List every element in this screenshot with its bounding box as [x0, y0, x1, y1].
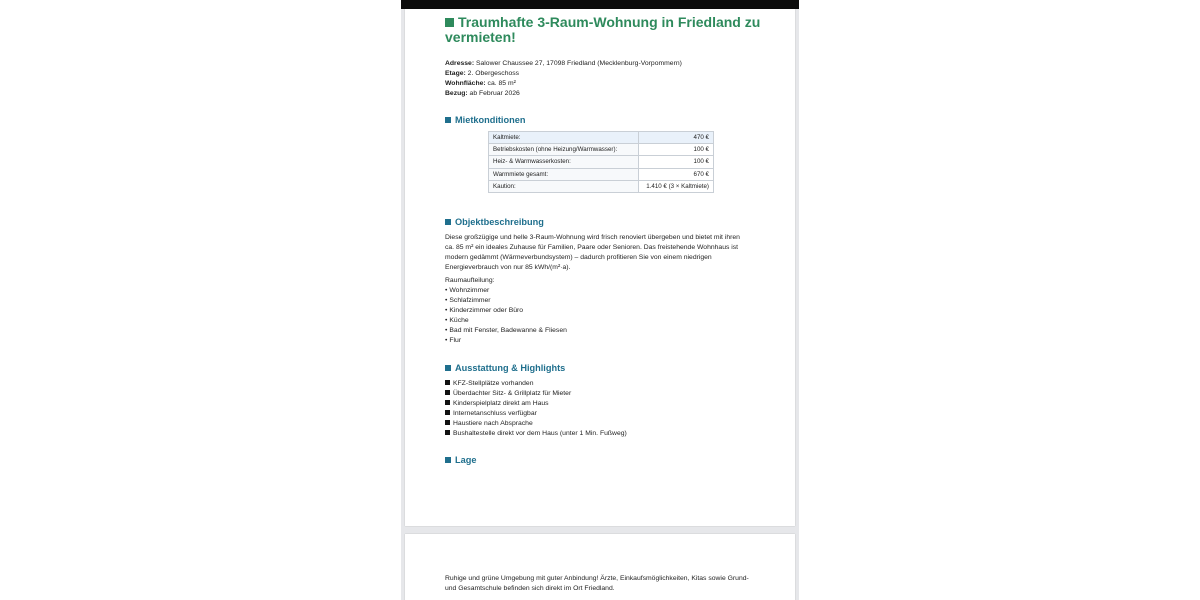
- list-item-text: Internetanschluss verfügbar: [453, 410, 537, 417]
- heading-mietkonditionen: [445, 115, 525, 126]
- features-list: [445, 379, 627, 439]
- detail-value: ab Februar 2026: [469, 90, 520, 97]
- black-square-bullet-icon: [445, 410, 450, 415]
- rooms-list: [445, 286, 567, 346]
- table-cell-label: Kaution:: [489, 180, 639, 192]
- blue-square-icon: [445, 219, 451, 225]
- list-item: [445, 419, 627, 429]
- black-square-bullet-icon: [445, 380, 450, 385]
- heading-lage: [445, 455, 476, 466]
- list-item: [445, 336, 567, 346]
- detail-label: Adresse:: [445, 60, 475, 67]
- heading-text: Objektbeschreibung: [455, 217, 544, 227]
- bullet-icon: •: [445, 327, 448, 334]
- detail-value: ca. 85 m²: [487, 80, 516, 87]
- list-item-text: Flur: [449, 337, 462, 344]
- heading-text: Mietkonditionen: [455, 115, 526, 125]
- detail-row: [445, 79, 682, 89]
- detail-row: [445, 69, 682, 79]
- list-item-text: Wohnzimmer: [449, 287, 490, 294]
- list-item-text: Bad mit Fenster, Badewanne & Fliesen: [449, 327, 567, 334]
- document-page-2: [405, 534, 795, 600]
- detail-label: Bezug:: [445, 90, 468, 97]
- heading-ausstattung: [445, 363, 565, 374]
- heading-objektbeschreibung: [445, 217, 544, 228]
- table-cell-value: 100 €: [639, 156, 714, 168]
- black-square-bullet-icon: [445, 390, 450, 395]
- list-item: [445, 326, 567, 336]
- bullet-icon: •: [445, 307, 448, 314]
- bullet-icon: •: [445, 317, 448, 324]
- list-item: [445, 306, 567, 316]
- table-cell-value: 670 €: [639, 168, 714, 180]
- black-square-bullet-icon: [445, 420, 450, 425]
- table-cell-value: 470 €: [639, 132, 714, 144]
- list-item: [445, 389, 627, 399]
- bullet-icon: •: [445, 337, 448, 344]
- list-item: [445, 379, 627, 389]
- description-paragraph: Diese großzügige und helle 3-Raum-Wohnung wird frisch renoviert übergeben und bietet mit ihren ca. 85 m² ein ideales Zuhause für Familien, Paare oder Senioren. Das freistehende Wohnhaus ist modern gedämmt (Wärmeverbundsystem) – dadurch profitieren Sie von einem niedrigen Energieverbrauch von nur 85 kWh/(m²·a).: [445, 234, 740, 271]
- table-cell-label: Heiz- & Warmwasserkosten:: [489, 156, 639, 168]
- detail-value: 2. Obergeschoss: [467, 70, 520, 77]
- list-item: [445, 286, 567, 296]
- table-row: [489, 156, 714, 168]
- listing-title: [445, 15, 765, 45]
- list-item-text: Haustiere nach Absprache: [453, 420, 533, 427]
- table-row: [489, 144, 714, 156]
- bullet-icon: •: [445, 297, 448, 304]
- document-page-1: [405, 9, 795, 526]
- list-item: [445, 409, 627, 419]
- table-row: [489, 132, 714, 144]
- heading-text: Ausstattung & Highlights: [455, 363, 566, 373]
- table-cell-label: Warmmiete gesamt:: [489, 168, 639, 180]
- blue-square-icon: [445, 457, 451, 463]
- document-viewer[interactable]: [401, 0, 799, 600]
- detail-value: Salower Chaussee 27, 17098 Friedland (Mecklenburg-Vorpommern): [475, 60, 682, 67]
- green-square-icon: [445, 18, 454, 27]
- detail-row: [445, 89, 682, 99]
- list-item-text: Kinderspielplatz direkt am Haus: [453, 400, 549, 407]
- list-item-text: Schlafzimmer: [449, 297, 491, 304]
- rent-table: [488, 131, 714, 193]
- list-item-text: Küche: [449, 317, 469, 324]
- lage-paragraph: Ruhige und grüne Umgebung mit guter Anbindung! Ärzte, Einkaufsmöglichkeiten, Kitas sowie Grund- und Gesamtschule befinden sich direkt im Ort Friedland.: [445, 575, 749, 592]
- bullet-icon: •: [445, 287, 448, 294]
- blue-square-icon: [445, 117, 451, 123]
- table-cell-label: Betriebskosten (ohne Heizung/Warmwasser):: [489, 144, 639, 156]
- rooms-block: [445, 276, 567, 346]
- black-square-bullet-icon: [445, 400, 450, 405]
- rooms-label: Raumaufteilung:: [445, 277, 495, 284]
- table-row: [489, 168, 714, 180]
- list-item-text: Bushaltestelle direkt vor dem Haus (unter 1 Min. Fußweg): [453, 430, 627, 437]
- blue-square-icon: [445, 365, 451, 371]
- black-square-bullet-icon: [445, 430, 450, 435]
- heading-text: Lage: [455, 455, 477, 465]
- details-block: [445, 59, 682, 99]
- list-item-text: Überdachter Sitz- & Grillplatz für Mieter: [453, 390, 572, 397]
- list-item-text: KFZ-Stellplätze vorhanden: [453, 380, 534, 387]
- table-cell-value: 1.410 € (3 × Kaltmiete): [639, 180, 714, 192]
- detail-label: Wohnfläche:: [445, 80, 486, 87]
- list-item: [445, 316, 567, 326]
- list-item: [445, 296, 567, 306]
- listing-title-text: Traumhafte 3-Raum-Wohnung in Friedland zu vermieten!: [445, 14, 761, 45]
- viewer-top-bar: [401, 0, 799, 9]
- list-item: [445, 399, 627, 409]
- detail-row: [445, 59, 682, 69]
- list-item-text: Kinderzimmer oder Büro: [449, 307, 524, 314]
- table-row: [489, 180, 714, 192]
- table-cell-label: Kaltmiete:: [489, 132, 639, 144]
- list-item: [445, 429, 627, 439]
- table-cell-value: 100 €: [639, 144, 714, 156]
- detail-label: Etage:: [445, 70, 466, 77]
